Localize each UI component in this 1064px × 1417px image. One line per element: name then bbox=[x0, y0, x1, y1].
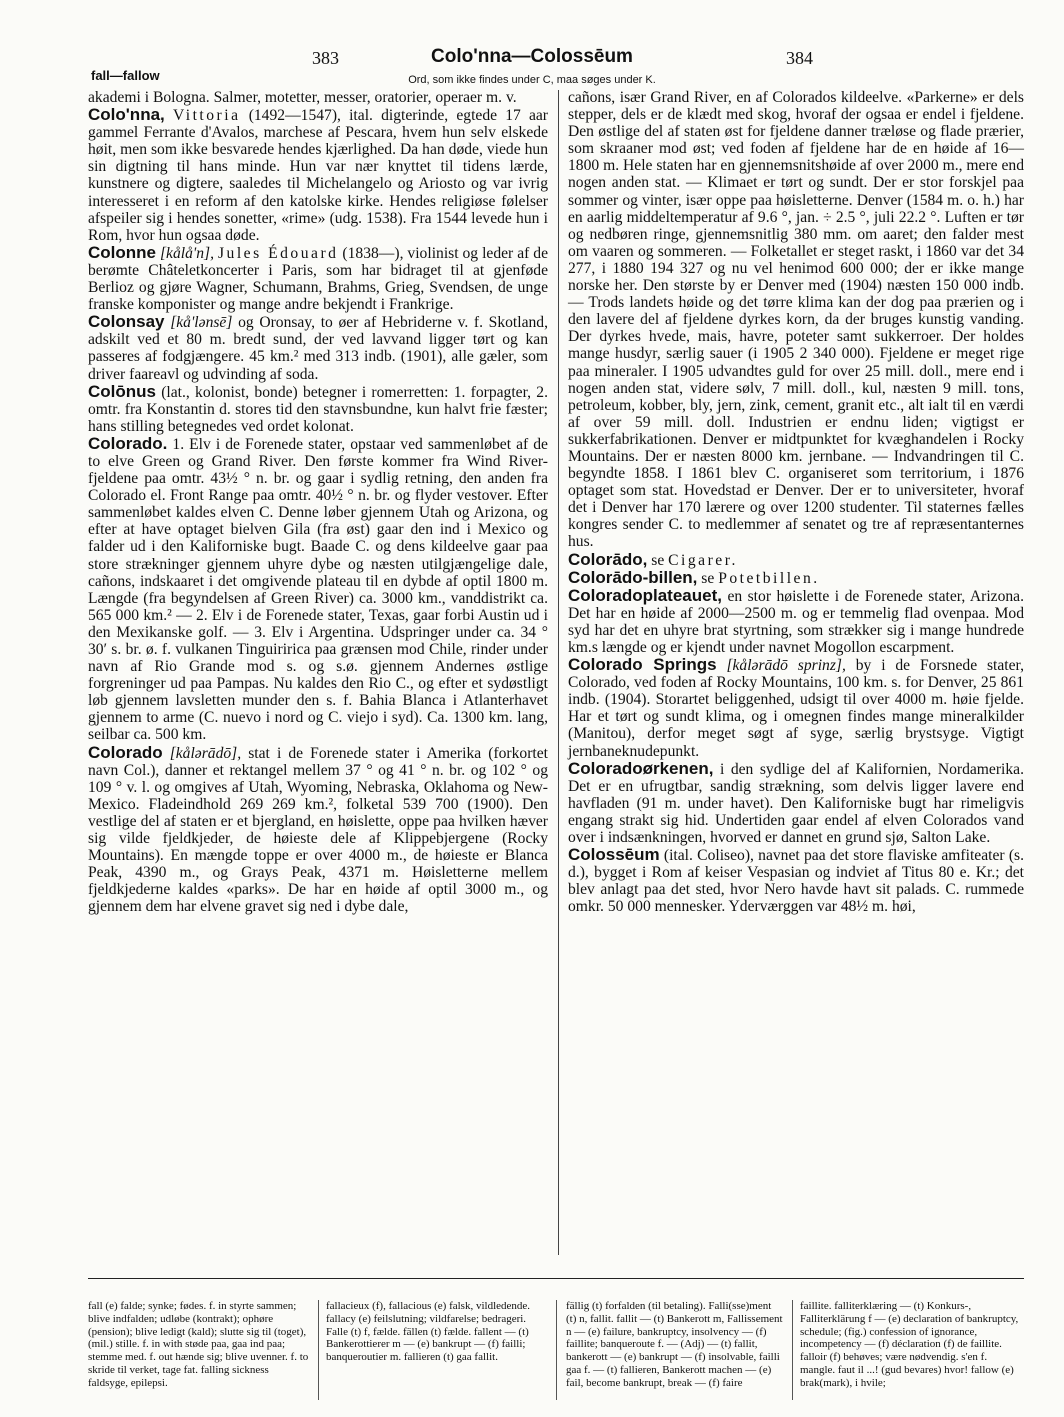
entry-text: (lat., kolonist, bonde) betegner i romerretten: 1. forpagter, 2. omtr. fra Konstantin d. stores tid den stavnsbundne, kun halvt frie fæster; hans stilling betegnedes ved ordet kolonat. bbox=[88, 383, 548, 435]
entry bbox=[568, 89, 1024, 551]
entry-text: (1492—1547), ital. digterinde, egtede 17 aar gammel Ferrante d'Avalos, marchese af Pescara, hvem hun selv elskede høit, men som ikke besvarede hendes kjærlighed. Da han døde, viede hun sin digtning til hans minde. Hun var nær knyttet til tidens lærde, kunstnere og digtere, saaledes til Michelangelo og Ariosto og var ivrig interesseret i en reform af den katolske kirke. Hendes religiøse følelser afspeiler sig i hendes sonetter, «rime» (udg. 1538). Fra 1544 levede hun i Rom, hvor hun ogsaa døde. bbox=[88, 107, 549, 244]
entry-name: Vittoria bbox=[172, 107, 241, 125]
entry-headword: Colorado. bbox=[88, 433, 168, 453]
footer-col-2: fallacieux (f), fallacious (e) falsk, vildledende. fallacy (e) feilslutning; vildfarelse; bedrageri. Falle (t) f, fælde. fällen (t) fælde. fallent — (t) Bankerottierer m — (e) bankrupt — (f) failli; banqueroutier m. fallieren (t) gaa fallit. bbox=[326, 1300, 531, 1364]
entry-reference: Potetbillen. bbox=[718, 569, 820, 587]
entry-reference: Cigarer. bbox=[668, 551, 738, 569]
entry bbox=[88, 383, 548, 435]
entry bbox=[88, 744, 548, 916]
entry bbox=[568, 846, 1024, 915]
page-number-left: 383 bbox=[312, 48, 339, 68]
entry-headword: Colorado Springs bbox=[568, 655, 717, 675]
entry bbox=[88, 313, 548, 382]
entry-headword: Coloradoørkenen, bbox=[568, 758, 714, 778]
entry bbox=[568, 587, 1024, 656]
entry-text: akademi i Bologna. Salmer, motetter, messer, oratorier, operaer m. v. bbox=[88, 89, 517, 106]
entry-headword: Colonne bbox=[88, 242, 156, 262]
footer-separator bbox=[318, 1300, 319, 1400]
column-divider bbox=[558, 90, 559, 1255]
entry-text: 1. Elv i de Forenede stater, opstaar ved sammenløbet af de to elve Green og Grand River. Den første kommer fra Wind River-fjeldene paa omtr. 43½ ° n. br. og gaar i sydlig retning, den anden fra Colorado el. Front Range paa omtr. 40½ ° n. br. og flyder vestover. Efter sammenløbet kaldes elven C. Denne løber gjennem Utah og Arizona, og efter at have optaget bielven Gila (fra øst) gaar den ind i Mexico og falder ud i den Kaliforniske bugt. Baade C. og dens kildeelve gaar paa store strækninger gjennem uhyre dybe og næsten utilgjængelige dale, cañons, indskaaret i det omgivende plateau til en dybde af optil 1800 m. Længde (fra begyndelsen af Green River) ca. 3000 km., vanddistrikt ca. 565 000 km.² — 2. Elv i de Forenede stater, Texas, gaar forbi Austin ud i den Mexikanske golf. — 3. Elv i Argentina. Udspringer under ca. 34 ° 30′ s. br. ø. f. vulkanen Tinguiririca paa grænsen mod Chile, rinder under navn af Rio Grande mod s. og s.ø. gjennem Andernes østlige forgreninger ud paa Pampas. Nu kaldes den Rio C., og efter et sydøstligt løb gjennem lavsletten munder den s. f. Bahia Blanca i Atlanterhavet gjennem to arme (C. nuevo i nord og C. viejo i syd). Ca. 1300 km. lang, seilbar ca. 500 km. bbox=[88, 435, 548, 744]
entry bbox=[88, 89, 548, 106]
entry-headword: Colorado bbox=[88, 742, 163, 762]
entry bbox=[568, 569, 1024, 587]
entry-text: se bbox=[651, 551, 665, 569]
guideword: fall—fallow bbox=[91, 68, 160, 83]
entry-pronunciation: [kålərādō], bbox=[169, 744, 242, 762]
entry bbox=[568, 656, 1024, 760]
page-number-right: 384 bbox=[786, 48, 813, 68]
entry-text: i den sydlige del af Kalifornien, Nordamerika. Det er en ufrugtbar, sandig strækning, som delvis ligger lavere end havfladen (91 m. under havet). Den Kaliforniske bugt har rimeligvis engang strakt sig hid. Undertiden gaar endel af elven Colorados vand over i indsænkningen, hvorved er dannet en grund sjø, Salton Lake. bbox=[568, 760, 1024, 847]
entry-name: Jules Édouard bbox=[217, 244, 339, 262]
entry-text: se bbox=[701, 569, 715, 587]
footer-rule bbox=[88, 1278, 1024, 1279]
entry-headword: Colorādo, bbox=[568, 549, 648, 569]
entry-headword: Colorādo-billen, bbox=[568, 567, 698, 587]
entry bbox=[88, 244, 548, 313]
left-column bbox=[88, 89, 548, 916]
right-column bbox=[568, 89, 1024, 916]
footer-col-4: faillite. falliterklæring — (t) Konkurs-, Falliterklärung f — (e) declaration of bankruptcy, schedule; (fig.) confession of ignorance, incompetency — (f) déclaration (f) de faillite. falloir (f) behøves; være nødvendig. s'en f. mangle. faut il ...! (gud bevares) hvor! fallow (e) brak(mark), i hvile; bbox=[800, 1300, 1019, 1389]
entry-headword: Colonsay bbox=[88, 312, 165, 332]
entry-pronunciation: [kålərādō sprinz], bbox=[726, 657, 846, 675]
entry-pronunciation: [kålå'n], bbox=[159, 244, 214, 262]
entry-text: by i de Forsnede stater, Colorado, ved foden af Rocky Mountains, 100 km. s. for Denver, 25 861 indb. (1904). Storartet beliggenhed, udsigt til over 4000 m. høie fjelde. Har et tørt og sundt klima, og i omegnen findes mange mineralkilder (Manitou), derfor meget søgt af syge, særlig brystsyge. Vigtigt jernbaneknudepunkt. bbox=[568, 657, 1025, 760]
entry-headword: Colo'nna, bbox=[88, 105, 165, 125]
entry bbox=[568, 760, 1024, 846]
entry-pronunciation: [kå'lənsē] bbox=[170, 314, 233, 332]
entry bbox=[568, 551, 1024, 569]
footer-separator bbox=[792, 1300, 793, 1400]
entry-headword: Colōnus bbox=[88, 381, 156, 401]
page-subtitle: Ord, som ikke findes under C, maa søges under K. bbox=[408, 74, 656, 86]
footer-col-3: fällig (t) forfalden (til betaling). Falli(sse)ment (t) n, fallit. fallit — (t) Bankerott m, Fallissement n — (e) failure, bankruptcy, insolvency — (f) faillite; banqueroute f. — (Adj) — (t) fallit, bankerott — (e) bankrupt — (f) insolvable, failli gaa f. — (t) fallieren, Bankerott machen — (e) fail, become bankrupt, break — (f) faire bbox=[566, 1300, 783, 1389]
entry-headword: Coloradoplateauet, bbox=[568, 585, 722, 605]
footer-col-1: fall (e) falde; synke; fødes. f. in styrte sammen; blive indfalden; udløbe (kontrakt); ophøre (pension); blive ledigt (kald); slutte sig til (toget), (mil.) stille. f. in with støde paa, gaa ind paa; stemme med. f. out hænde sig; blive uvenner. f. to skride til verket, tage fat. falling sickness faldsyge, epilepsi. bbox=[88, 1300, 309, 1389]
page-title: Colo'nna—Colossēum bbox=[431, 46, 633, 67]
entry-text: cañons, især Grand River, en af Colorados kildeelve. «Parkerne» er dels stepper, dels er de klædt med skog, hvoraf der ogsaa er endel i fjeldene. Den østlige del af staten øst for fjeldene danner træløse og flade prærier, som skraaner mod øst; ved foden af fjeldene har de en høide af 16—1800 m. Hele staten har en gjennemsnitshøide af over 2000 m., mere end nogen anden stat. — Klimaet er tørt og sundt. Der er stor forskjel paa sommer og vinter, især oppe paa høisletterne. Denver (1584 m. o. h.) har en aarlig middeltemperatur af 9.6 °, jan. ÷ 2.5 °, juli 22.2 °. Luften er tør og nedbøren ringe, gjennemsnitlig 380 mm. om aaret; den falder mest om vaaren og sommeren. — Folketallet er steget raskt, i 1860 var det 34 277, i 1880 194 327 og nu vel henimod 600 000; der er ikke mange norske her. Den største by er Denver med (1904) næsten 150 000 indb. — Trods landets høide og det tørre klima kan der dog paa prærien og i den lavere del af fjeldene dyrkes korn, da der bruges kunstig vanding. Der dyrkes hvede, mais, havre, poteter samt sukkerroer. Der holdes mange husdyr, særlig sauer (i 1905 2 340 000). Fjeldene er meget rige paa mineraler. I 1905 udvandtes guld for over 25 mill. doll., mere end i nogen anden stat, videre sølv, 7 mill. doll., kul, næsten 9 mill. tons, petroleum, kobber, bly, jern, zink, cement, granit etc., alt ialt til en værdi af over 59 mill. doll. Industrien er endnu liden; vigtigst er sukkerfabrikationen. Denver er midtpunktet for kvæghandelen i Rocky Mountains. Der er næsten 8000 km. jernbane. — Indvandringen til C. begyndte 1858. I 1861 blev C. organiseret som territorium, i 1876 optaget som stat. Hovedstad er Denver. Der er to universiteter, hvoraf det i Denver har 170 lærere og over 1200 studenter. Til staternes fælles kongres sender C. to medlemmer af senatet og tre af repræsentanternes hus. bbox=[568, 89, 1024, 551]
entry-text: stat i de Forenede stater i Amerika (forkortet navn Col.), danner et rektangel mellem 37 ° og 41 ° n. br. og 102 ° og 109 ° v. l. og omgives af Utah, Wyoming, Nebraska, Oklahoma og New-Mexico. Fladeindhold 269 269 km.², folketal 539 700 (1900). Den vestlige del af staten er et bjergland, en høislette, oppe paa hvilken hæver sig vilde fjeldkjeder, de høieste dele af Klippebjergene (Rocky Mountains). En mængde toppe er over 4000 m., de høieste er Blanca Peak, 4390 m., og Grays Peak, 4371 m. Høisletterne mellem fjeldkjederne kaldes «parks». De har en høide af optil 3000 m., og gjennem dem har elvene gravet sig ned i dybe dale, bbox=[88, 744, 548, 916]
entry bbox=[88, 435, 548, 744]
entry-text: og Oronsay, to øer af Hebriderne v. f. Skotland, adskilt ved et 80 m. bredt sund, der ved lavvand ligger tørt og kan passeres af fodgjængere. 45 km.² med 313 indb. (1901), alle gæler, som driver faareavl og udvinding af soda. bbox=[88, 314, 548, 383]
entry-headword: Colossēum bbox=[568, 845, 660, 865]
footer-separator bbox=[556, 1300, 557, 1400]
entry-text: (ital. Coliseo), navnet paa det store flaviske amfiteater (s. d.), bygget i Rom af keiser Vespasian og indviet af Titus 80 e. Kr.; det blev anlagt paa det sted, hvor Nero havde havt sit palads. C. rummede omkr. 50 000 mennesker. Yderværggen var 48½ m. høi, bbox=[568, 847, 1024, 916]
entry-text: (1838—), violinist og leder af de berømte Châteletkoncerter i Paris, som har bidraget til at gjenføde Berlioz og gjøre Wagner, Schumann, Brahms, Grieg, Svendsen, de unge franske komponister og mange andre bekjendt i Frankrige. bbox=[88, 244, 548, 314]
entry-text: en stor høislette i de Forenede stater, Arizona. Det har en høide af 2000—2500 m. og er temmelig flad ovenpaa. Mod syd har det en uhyre brat styrtning, som strækker sig i mange hundrede km.s længde og er kjendt under navnet Mogollon escarpment. bbox=[568, 587, 1024, 656]
entry bbox=[88, 106, 548, 244]
